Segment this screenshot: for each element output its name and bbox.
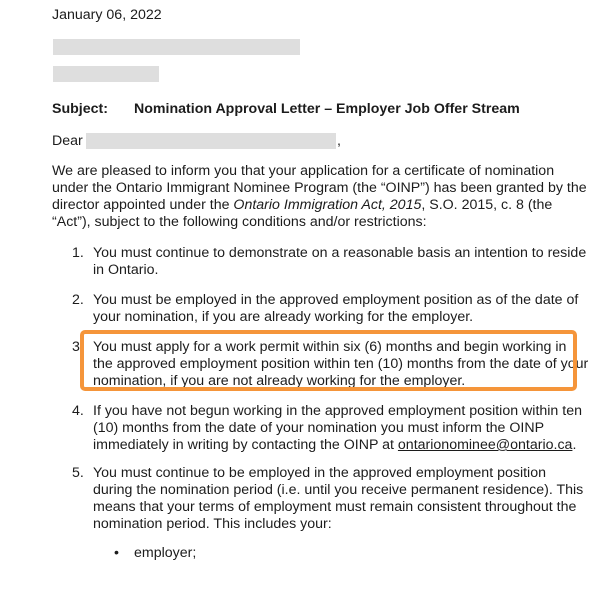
condition-text: You must be employed in the approved employment position as of the date of your nomination, if you are already working for the employer. <box>93 292 579 325</box>
condition-item-4 <box>72 403 592 454</box>
condition-text-after-email: . <box>572 437 577 453</box>
condition-text-before-email: If you have not begun working in the approved employment position within ten (10) months from the date of your nomination you must inform the OINP immediately in writing by contacting the OINP at <box>93 403 582 453</box>
intro-text-2: , S.O. 2015, c. 8 (the “Act”), subject to the following conditions and/or restrictions: <box>52 197 553 230</box>
condition-text: You must continue to be employed in the approved employment position during the nomination period (i.e. until you receive permanent residence). This means that your terms of employment must remain consistent throughout the nomination period. This includes your: <box>93 465 584 532</box>
condition-text: You must continue to demonstrate on a reasonable basis an intention to reside in Ontario. <box>93 245 587 278</box>
subject-text: Nomination Approval Letter – Employer Job Offer Stream <box>134 101 520 117</box>
bullet-symbol: • <box>114 545 119 561</box>
subject-line <box>52 101 520 118</box>
condition-item-2 <box>72 292 592 326</box>
condition-number: 2. <box>72 292 84 308</box>
subject-label: Subject: <box>52 101 108 117</box>
salutation-comma: , <box>337 133 341 149</box>
letter-date: January 06, 2022 <box>52 7 162 23</box>
condition-text: You must apply for a work permit within six (6) months and begin working in the approved employment position within ten (10) months from the date of your nomination, if you are not already working for the employer. <box>93 339 589 389</box>
condition-text <box>93 403 589 454</box>
condition-item-5 <box>72 465 592 533</box>
condition-item-3 <box>72 339 592 390</box>
condition-number: 5. <box>72 465 84 481</box>
oinp-email-link[interactable]: ontarionominee@ontario.ca <box>397 437 573 453</box>
intro-text-1: We are pleased to inform you that your application for a certificate of nomination under the Ontario Immigrant Nominee Program (the “OINP”) has been granted by the director appointed under the <box>52 163 587 213</box>
condition-number: 4. <box>72 403 84 419</box>
redacted-recipient-name <box>53 39 300 55</box>
condition-number: 1. <box>72 245 84 261</box>
redacted-recipient-address <box>53 66 159 82</box>
bullet-text: employer; <box>134 545 197 561</box>
intro-paragraph <box>52 163 592 231</box>
condition-item-1 <box>72 245 592 279</box>
redacted-salutation-name <box>86 133 336 149</box>
bullet-item <box>114 545 196 562</box>
act-name: Ontario Immigration Act, 2015 <box>233 197 422 213</box>
condition-number: 3. <box>72 339 84 355</box>
salutation: Dear <box>52 133 83 149</box>
